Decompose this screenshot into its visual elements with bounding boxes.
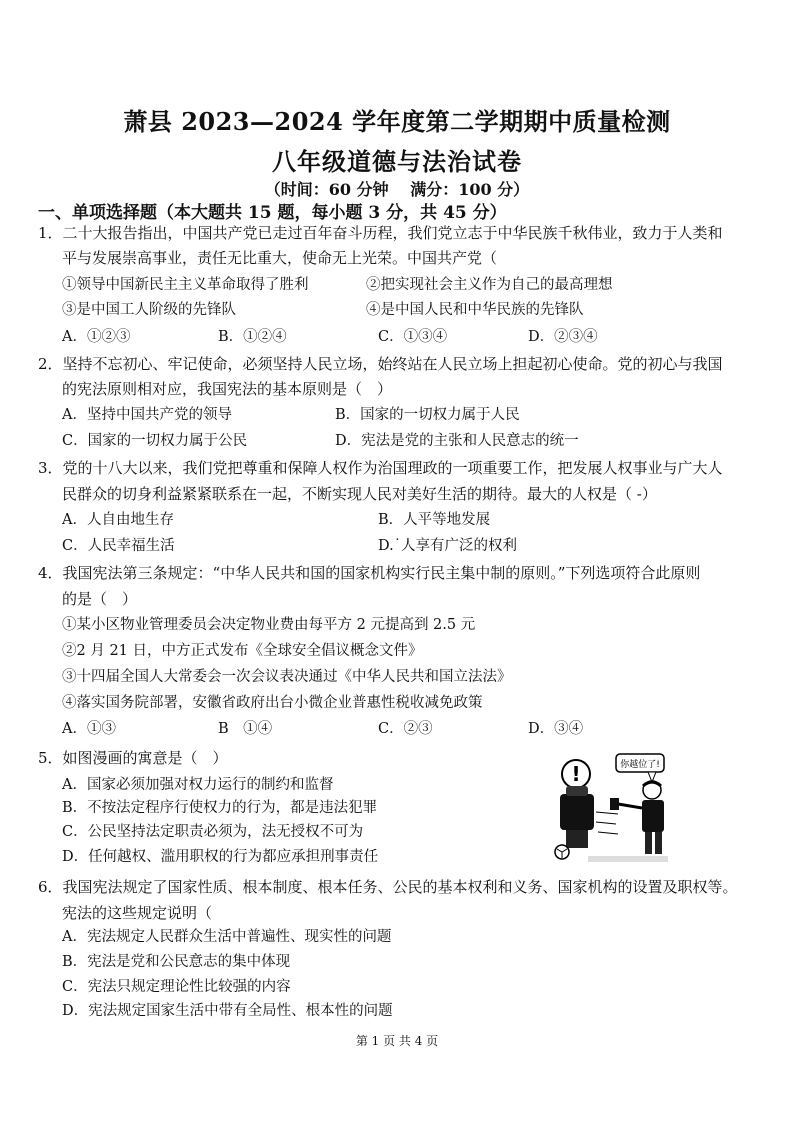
question-3-text: 3．党的十八大以来，我们党把尊重和保障人权作为治国理政的一项重要工作，把发展人权事业与广大人 bbox=[38, 459, 723, 477]
question-5-option-b[interactable]: B．不按法定程序行使权力的行为，都是违法犯罪 bbox=[62, 800, 378, 816]
page-subtitle: 八年级道德与法治试卷 bbox=[272, 147, 522, 176]
motion-lines bbox=[596, 812, 618, 834]
exam-info: （时间：60 分钟 满分：100 分） bbox=[264, 180, 530, 199]
question-4-option-a[interactable]: A．①③ bbox=[62, 721, 116, 737]
question-4-text: 的是（ ） bbox=[62, 590, 138, 608]
referee-legs-2 bbox=[655, 832, 662, 854]
question-2-text: 的宪法原则相对应，我国宪法的基本原则是（ ） bbox=[62, 380, 393, 398]
question-1-statement: ③是中国工人阶级的先锋队 bbox=[62, 302, 236, 318]
question-6-option-a[interactable]: A．宪法规定人民群众生活中普遍性、现实性的问题 bbox=[62, 929, 392, 945]
question-3-option-c[interactable]: C．人民幸福生活 bbox=[62, 538, 175, 554]
question-1-statement: ①领导中国新民主主义革命取得了胜利 bbox=[62, 277, 309, 293]
question-1-option-b[interactable]: B．①②④ bbox=[218, 329, 287, 345]
question-4-option-d[interactable]: D．③④ bbox=[528, 721, 584, 737]
question-3-option-b[interactable]: B．人平等地发展 bbox=[378, 512, 491, 528]
red-card bbox=[610, 798, 619, 810]
ground-shadow bbox=[588, 856, 668, 862]
question-2-option-d[interactable]: D．宪法是党的主张和人民意志的统一 bbox=[335, 433, 579, 449]
cartoon-image bbox=[548, 752, 676, 872]
question-6-text: 6．我国宪法规定了国家性质、根本制度、根本任务、公民的基本权利和义务、国家机构的设置及职权等。 bbox=[38, 878, 738, 896]
question-4-statement: ④落实国务院部署，安徽省政府出台小微企业普惠性税收减免政策 bbox=[62, 695, 483, 711]
question-4-statement: ①某小区物业管理委员会决定物业费由每平方 2 元提高到 2.5 元 bbox=[62, 617, 476, 633]
question-3-option-a[interactable]: A．人自由地生存 bbox=[62, 512, 174, 528]
question-2-option-c[interactable]: C．国家的一切权力属于公民 bbox=[62, 433, 248, 449]
question-4-text: 4．我国宪法第三条规定：“中华人民共和国的国家机构实行民主集中制的原则。”下列选项符合此原则 bbox=[38, 564, 701, 582]
page-title: 萧县 2023—2024 学年度第二学期期中质量检测 bbox=[123, 107, 671, 136]
exclamation-mark: ! bbox=[571, 762, 581, 786]
question-1-option-d[interactable]: D．②③④ bbox=[528, 329, 598, 345]
question-5-option-a[interactable]: A．国家必须加强对权力运行的制约和监督 bbox=[62, 777, 334, 793]
speech-bubble-text: 你越位了! bbox=[620, 760, 660, 770]
stamp-handle bbox=[566, 786, 588, 796]
referee-legs bbox=[645, 832, 652, 854]
question-1-text: 1．二十大报告指出，中国共产党已走过百年奋斗历程，我们党立志于中华民族千秋伟业，致力于人类和 bbox=[38, 224, 723, 242]
question-5-text: 5．如图漫画的寓意是（ ） bbox=[38, 749, 228, 767]
question-4-statement: ②2 月 21 日，中方正式发布《全球安全倡议概念文件》 bbox=[62, 643, 423, 659]
page-footer: 第 1 页 共 4 页 bbox=[355, 1034, 439, 1048]
question-2-option-a[interactable]: A．坚持中国共产党的领导 bbox=[62, 407, 232, 423]
question-2-text: 2．坚持不忘初心、牢记使命，必须坚持人民立场，始终站在人民立场上担起初心使命。党的初心与我国 bbox=[38, 355, 723, 373]
question-5-option-d[interactable]: D．任何越权、滥用职权的行为都应承担刑事责任 bbox=[62, 849, 379, 865]
question-5-option-c[interactable]: C．公民坚持法定职责必须为，法无授权不可为 bbox=[62, 824, 364, 840]
stamp-body bbox=[560, 794, 594, 830]
question-1-text: 平与发展崇高事业，责任无比重大，使命无上光荣。中国共产党（ bbox=[62, 249, 498, 267]
question-2-option-b[interactable]: B．国家的一切权力属于人民 bbox=[335, 407, 520, 423]
question-6-option-d[interactable]: D．宪法规定国家生活中带有全局性、根本性的问题 bbox=[62, 1003, 393, 1019]
question-6-option-c[interactable]: C．宪法只规定理论性比较强的内容 bbox=[62, 979, 291, 995]
question-3-text: 民群众的切身利益紧紧联系在一起，不断实现人民对美好生活的期待。最大的人权是（ -） bbox=[62, 485, 657, 503]
question-1-option-c[interactable]: C．①③④ bbox=[378, 329, 448, 345]
stamp-base bbox=[566, 830, 588, 848]
question-4-option-b[interactable]: B ①④ bbox=[218, 721, 273, 737]
question-1-statement: ④是中国人民和中华民族的先锋队 bbox=[366, 302, 584, 318]
referee-body bbox=[642, 800, 664, 832]
section-heading: 一、单项选择题（本大题共 15 题，每小题 3 分，共 45 分） bbox=[38, 203, 507, 223]
question-4-option-c[interactable]: C．②③ bbox=[378, 721, 433, 737]
question-4-statement: ③十四届全国人大常委会一次会议表决通过《中华人民共和国立法法》 bbox=[62, 669, 512, 685]
question-1-statement: ②把实现社会主义作为自己的最高理想 bbox=[366, 277, 613, 293]
question-1-option-a[interactable]: A．①②③ bbox=[62, 329, 131, 345]
question-6-text: 宪法的这些规定说明（ bbox=[62, 904, 213, 922]
question-6-option-b[interactable]: B．宪法是党和公民意志的集中体现 bbox=[62, 954, 291, 970]
question-3-option-d[interactable]: D.˙人享有广泛的权利 bbox=[378, 538, 517, 554]
referee-arm bbox=[618, 804, 642, 808]
